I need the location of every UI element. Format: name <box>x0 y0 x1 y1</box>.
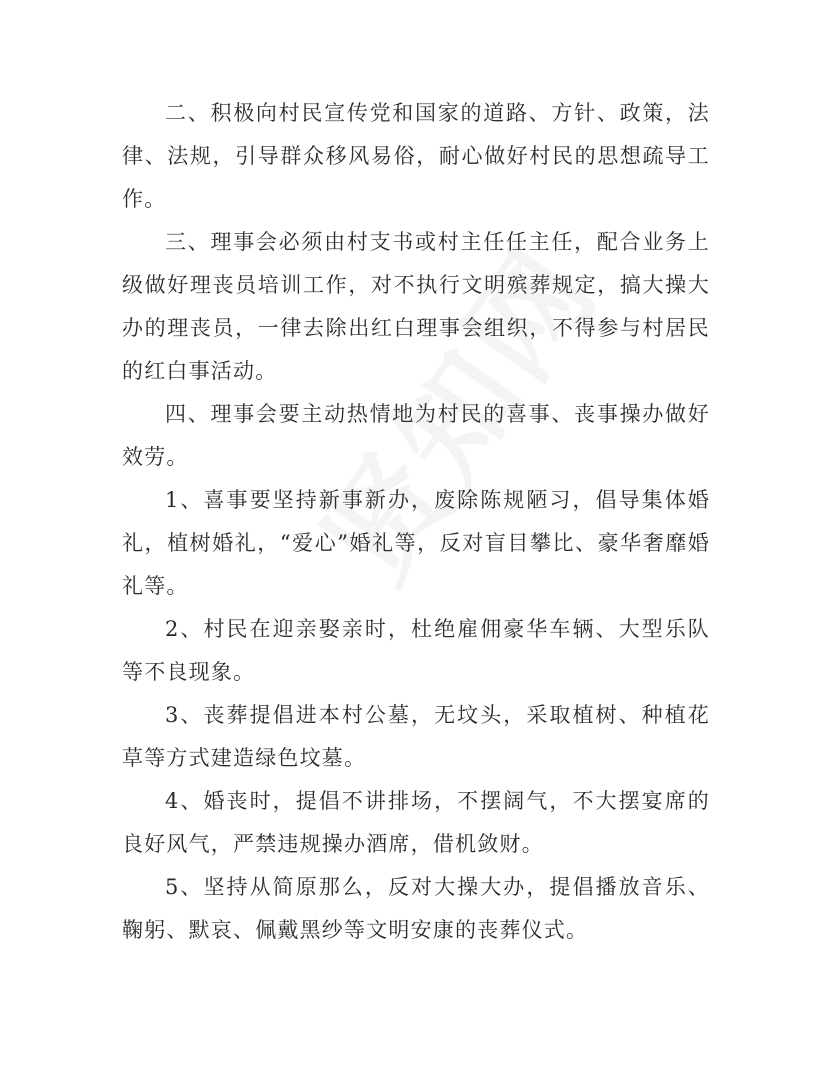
paragraph-item-1: 1、喜事要坚持新事新办，废除陈规陋习，倡导集体婚礼，植树婚礼，“爱心”婚礼等，反对盲目攀比、豪华奢靡婚礼等。 <box>122 488 710 598</box>
paragraph-item-5: 5、坚持从简原那么，反对大操大办，提倡播放音乐、鞠躬、默哀、佩戴黑纱等文明安康的丧葬仪式。 <box>122 875 710 942</box>
paragraph-item-2: 2、村民在迎亲娶亲时，杜绝雇佣豪华车辆、大型乐队等不良现象。 <box>122 617 710 684</box>
paragraph-item-4: 4、婚丧时，提倡不讲排场，不摆阔气，不大摆宴席的良好风气，严禁违规操办酒席，借机敛财。 <box>122 789 710 856</box>
document-body <box>122 92 710 952</box>
paragraph-item-3: 3、丧葬提倡进本村公墓，无坟头，采取植树、种植花草等方式建造绿色坟墓。 <box>122 703 710 770</box>
paragraph-section-4: 四、理事会要主动热情地为村民的喜事、丧事操办做好效劳。 <box>122 402 710 469</box>
paragraph-section-3: 三、理事会必须由村支书或村主任任主任，配合业务上级做好理丧员培训工作，对不执行文明殡葬规定，搞大操大办的理丧员，一律去除出红白理事会组织，不得参与村居民的红白事活动。 <box>122 230 710 383</box>
paragraph-section-2: 二、积极向村民宣传党和国家的道路、方针、政策，法律、法规，引导群众移风易俗，耐心做好村民的思想疏导工作。 <box>122 101 710 211</box>
